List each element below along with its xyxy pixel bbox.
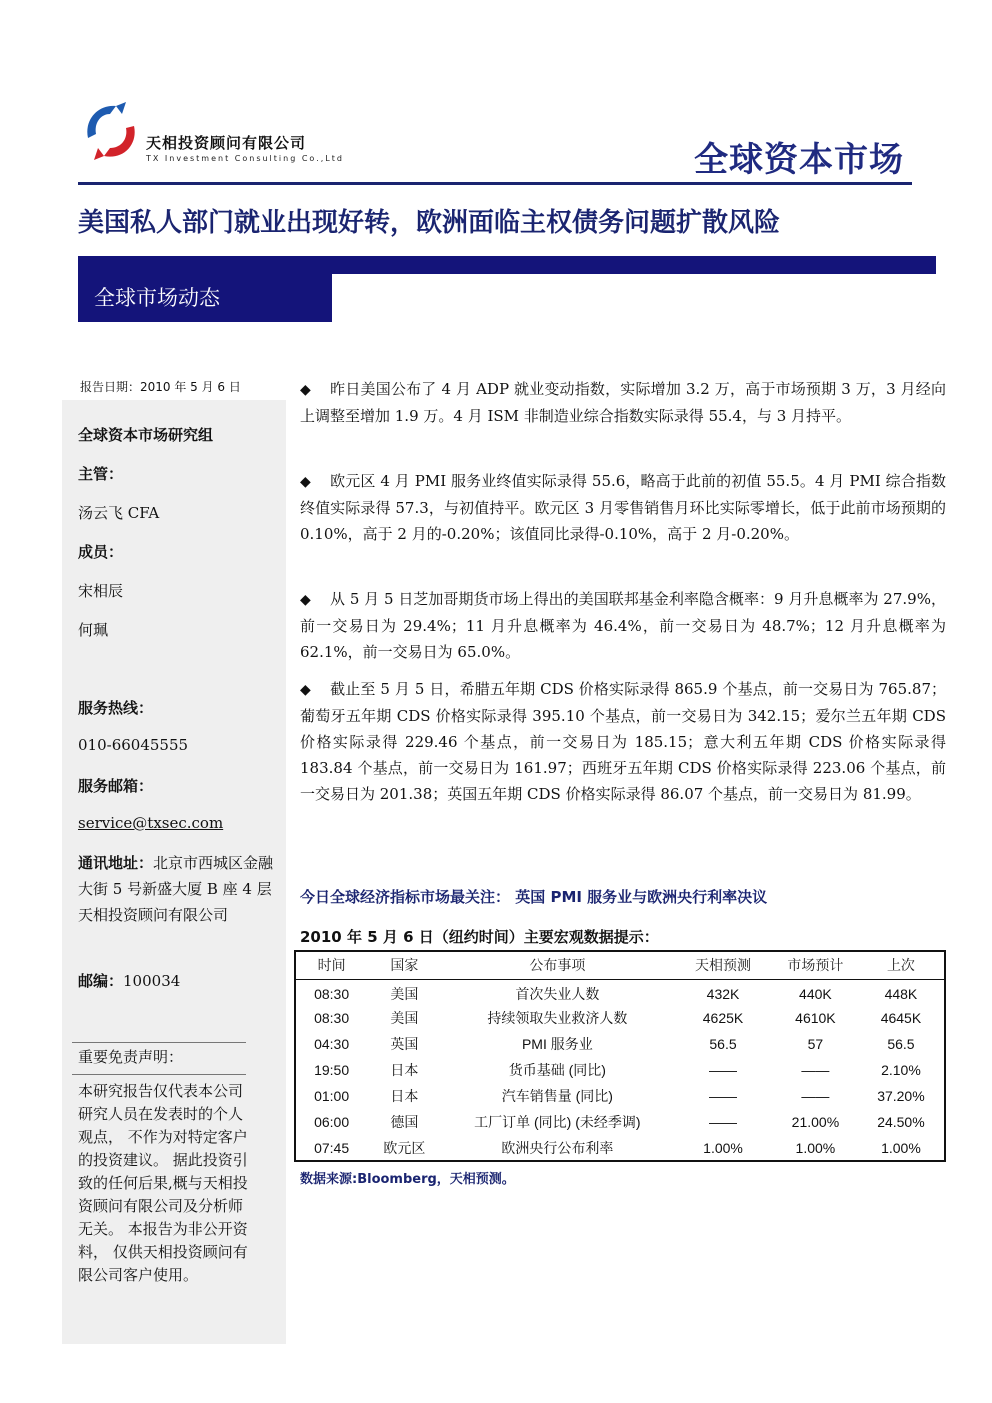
column-header: 上次 (858, 951, 945, 979)
table-cell: 1.00% (881, 1139, 921, 1156)
table-cell: 欧洲央行公布利率 (501, 1139, 614, 1156)
column-header: 公布事项 (442, 951, 674, 979)
table-cell: 37.20% (877, 1088, 925, 1104)
table-cell: 工厂订单 (同比) (未经季调) (474, 1114, 641, 1130)
diamond-bullet-icon: ◆ (300, 592, 311, 608)
company-logo-icon (80, 100, 142, 162)
table-cell: 日本 (390, 1088, 419, 1104)
brand-divider (78, 182, 912, 185)
paragraph-text: 昨日美国公布了 4 月 ADP 就业变动指数，实际增加 3.2 万，高于市场预期 3 万，3 月经向上调整至增加 1.9 万。4 月 ISM 非制造业综合指数实际录得 55.4，与 3 月持平。 (300, 380, 946, 425)
disclaimer-divider (72, 1042, 246, 1043)
table-row (295, 1083, 945, 1109)
company-name-cn: 天相投资顾问有限公司 (146, 134, 307, 152)
table-cell: 01:00 (314, 1088, 350, 1104)
table-cell: 432K (706, 986, 740, 1003)
table-cell: 1.00% (795, 1139, 836, 1156)
table-cell: 欧元区 (383, 1139, 426, 1156)
data-source: 数据来源:Bloomberg，天相预测。 (300, 1172, 515, 1187)
company-name-en: TX Investment Consulting Co.,Ltd (146, 154, 344, 163)
brand-title: 全球资本市场 (694, 140, 904, 180)
table-cell: —— (709, 1114, 737, 1130)
diamond-bullet-icon: ◆ (300, 382, 311, 398)
table-cell: —— (709, 1062, 737, 1078)
address-text: 北京市西城区金融大街 5 号新盛大厦 B 座 4 层 天相投资顾问有限公司 (78, 854, 274, 924)
table-cell: 首次失业人数 (515, 986, 600, 1003)
column-header: 市场预计 (773, 951, 858, 979)
table-cell: 日本 (390, 1062, 419, 1078)
table-row (295, 979, 945, 1005)
table-cell: 56.5 (709, 1036, 737, 1052)
table-cell: 06:00 (314, 1114, 350, 1130)
table-cell: 汽车销售量 (同比) (501, 1088, 613, 1104)
email-label: 服务邮箱： (78, 777, 154, 795)
column-header: 天相预测 (673, 951, 773, 979)
table-cell: 08:30 (314, 986, 350, 1003)
table-cell: —— (709, 1088, 737, 1104)
section-label: 全球市场动态 (94, 286, 220, 310)
zip-block (78, 970, 180, 991)
disclaimer-title: 重要免责声明： (78, 1048, 184, 1066)
table-row (295, 1031, 945, 1057)
table-cell: 56.5 (887, 1036, 915, 1052)
hotline-number: 010-66045555 (78, 736, 189, 754)
research-group: 全球资本市场研究组 (78, 426, 214, 444)
table-cell: 美国 (390, 986, 419, 1003)
table-cell: 美国 (390, 1010, 419, 1026)
supervisor-name: 汤云飞 CFA (78, 504, 160, 522)
paragraph-text: 从 5 月 5 日芝加哥期货市场上得出的美国联邦基金利率隐含概率：9 月升息概率为 27.9%，前一交易日为 29.4%；11 月升息概率为 46.4%，前一交易日为 48.7%；12 月升息概率为 62.1%，前一交易日为 65.0%。 (300, 590, 946, 661)
column-header: 国家 (367, 951, 441, 979)
macro-data-table (294, 950, 946, 1162)
table-cell: 07:45 (314, 1139, 350, 1156)
disclaimer-text: 本研究报告仅代表本公司研究人员在发表时的个人观点， 不作为对特定客户的投资建议。 据此投资引致的任何后果,概与天相投资顾问有限公司及分析师无关。 本报告为非公开资料， 仅供天相投资顾问有限公司客户使用。 (78, 1082, 248, 1284)
table-cell: 德国 (390, 1114, 419, 1130)
table-cell: 持续领取失业救济人数 (487, 1010, 628, 1026)
zip-label: 邮编： (78, 972, 124, 990)
table-cell: 24.50% (877, 1114, 925, 1130)
table-cell: 08:30 (314, 1010, 350, 1026)
news-paragraph (300, 676, 946, 807)
table-row (295, 1109, 945, 1135)
email-link[interactable]: service@txsec.com (78, 814, 224, 832)
address-label: 通讯地址： (78, 854, 154, 872)
diamond-bullet-icon: ◆ (300, 474, 311, 490)
member-name: 何珮 (78, 621, 109, 639)
table-cell: 19:50 (314, 1062, 350, 1078)
paragraph-text: 欧元区 4 月 PMI 服务业终值实际录得 55.6，略高于此前的初值 55.5。4 月 PMI 综合指数终值实际录得 57.3，与初值持平。欧元区 3 月零售销售月环比实际零增长，低于此前市场预期的 0.10%，高于 2 月的-0.20%；该值同比录得-0.10%，高于 2 月-0.20%。 (300, 472, 946, 543)
table-cell: 货币基础 (同比) (508, 1062, 606, 1078)
zip-code: 100034 (123, 972, 181, 990)
column-header: 时间 (295, 951, 367, 979)
table-header-row (295, 951, 945, 979)
diamond-bullet-icon: ◆ (300, 682, 311, 698)
supervisor-label: 主管： (78, 465, 124, 483)
disclaimer-divider (72, 1074, 246, 1075)
table-cell: 448K (884, 986, 918, 1003)
news-paragraph (300, 376, 946, 429)
report-headline: 美国私人部门就业出现好转，欧洲面临主权债务问题扩散风险 (78, 208, 781, 238)
news-paragraph (300, 468, 946, 547)
table-cell: 英国 (390, 1036, 419, 1052)
member-name: 宋相辰 (78, 582, 124, 600)
report-date: 报告日期：2010 年 5 月 6 日 (80, 380, 241, 394)
table-cell: 2.10% (881, 1062, 921, 1078)
table-row (295, 1135, 945, 1161)
table-title: 2010 年 5 月 6 日（纽约时间）主要宏观数据提示： (300, 928, 659, 946)
table-cell: —— (801, 1088, 830, 1104)
table-cell: —— (801, 1062, 830, 1078)
table-cell: 440K (799, 986, 832, 1003)
table-cell: 4610K (795, 1010, 836, 1026)
market-focus: 今日全球经济指标市场最关注： 英国 PMI 服务业与欧洲央行利率决议 (300, 888, 768, 906)
table-cell: 57 (807, 1036, 824, 1052)
table-row (295, 1005, 945, 1031)
members-label: 成员： (78, 543, 124, 561)
table-cell: 1.00% (703, 1139, 743, 1156)
hotline-label: 服务热线： (78, 699, 154, 717)
paragraph-text: 截止至 5 月 5 日，希腊五年期 CDS 价格实际录得 865.9 个基点，前一交易日为 765.87；葡萄牙五年期 CDS 价格实际录得 395.10 个基点，前一交易日为 342.15；爱尔兰五年期 CDS 价格实际录得 229.46 个基点，前一交易日为 185.15；意大利五年期 CDS 价格实际录得 183.84 个基点，前一交易日为 161.97；西班牙五年期 CDS 价格实际录得 223.06 个基点，前一交易日为 201.38；英国五年期 CDS 价格实际录得 86.07 个基点，前一交易日为 81.99。 (300, 680, 946, 803)
table-cell: 04:30 (314, 1036, 350, 1052)
table-cell: 21.00% (791, 1114, 840, 1130)
table-cell: 4625K (702, 1010, 744, 1026)
company-logo (80, 100, 380, 170)
table-cell: 4645K (880, 1010, 922, 1026)
table-cell: PMI 服务业 (521, 1036, 593, 1052)
news-paragraph (300, 586, 946, 665)
table-row (295, 1057, 945, 1083)
address-block (78, 850, 278, 928)
